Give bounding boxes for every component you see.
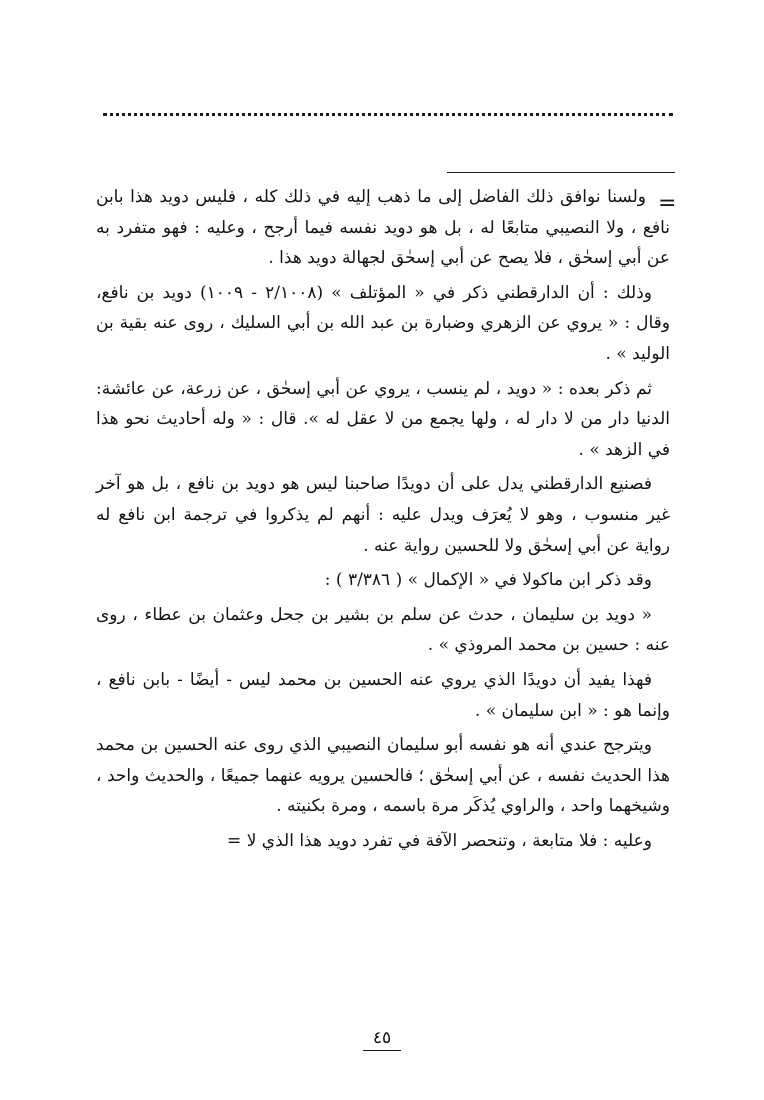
paragraph: وعليه : فلا متابعة ، وتنحصر الآفة في تفرد دويد هذا الذي لا = — [227, 830, 652, 851]
footnote-rule — [447, 172, 675, 173]
paragraph: « دويد بن سليمان ، حدث عن سلم بن بشير بن جحل وعثمان بن عطاء ، روى عنه : حسين بن محمد المروذي » . — [96, 604, 670, 656]
page-footer — [0, 1026, 764, 1051]
page-number: ٤٥ — [363, 1026, 401, 1051]
paragraph: ثم ذكر بعده : « دويد ، لم ينسب ، يروي عن أبي إسحٰق ، عن زرعة، عن عائشة: الدنيا دار من لا دار له ، ولها يجمع من لا عقل له ». قال : « وله أحاديث نحو هذا في الزهد » . — [96, 378, 670, 460]
paragraph: ويترجح عندي أنه هو نفسه أبو سليمان النصيبي الذي روى عنه الحسين بن محمد هذا الحديث نفسه ، عن أبي إسحٰق ؛ فالحسين يرويه عنهما جميعًا ، والحديث واحد ، وشيخهما واحد ، والراوي يُذكَر مرة باسمه ، ومرة بكنيته . — [96, 735, 670, 817]
footnote-text — [96, 182, 670, 856]
continuation-mark: = — [658, 191, 677, 216]
paragraph: فصنيع الدارقطني يدل على أن دويدًا صاحبنا ليس هو دويد بن نافع ، بل هو آخر غير منسوب ، وهو لا يُعرَف ويدل عليه : أنهم لم يذكروا في ترجمة ابن نافع له رواية عن أبي إسحٰق ولا للحسين رواية عنه . — [96, 474, 670, 556]
paragraph: فهذا يفيد أن دويدًا الذي يروي عنه الحسين بن محمد ليس - أيضًا - بابن نافع ، وإنما هو : « ابن سليمان » . — [96, 669, 670, 721]
paragraph: وذلك : أن الدارقطني ذكر في « المؤتلف » (٢/١٠٠٨ - ١٠٠٩) دويد بن نافع، وقال : « يروي عن الزهري وضبارة بن عبد الله بن أبي السليك ، روى عنه بقية بن الوليد » . — [96, 282, 670, 364]
dotted-separator — [103, 113, 673, 116]
paragraph: ولسنا نوافق ذلك الفاضل إلى ما ذهب إليه في ذلك كله ، فليس دويد هذا بابن نافع ، ولا النصيبي متابعًا له ، بل هو دويد نفسه فيما أرجح ، وعليه : فهو متفرد به عن أبي إسحٰق ، فلا يصح عن أبي إسحٰق لجهالة دويد هذا . — [96, 187, 670, 269]
paragraph: وقد ذكر ابن ماكولا في « الإكمال » ( ٣/٣٨٦ ) : — [324, 570, 652, 591]
